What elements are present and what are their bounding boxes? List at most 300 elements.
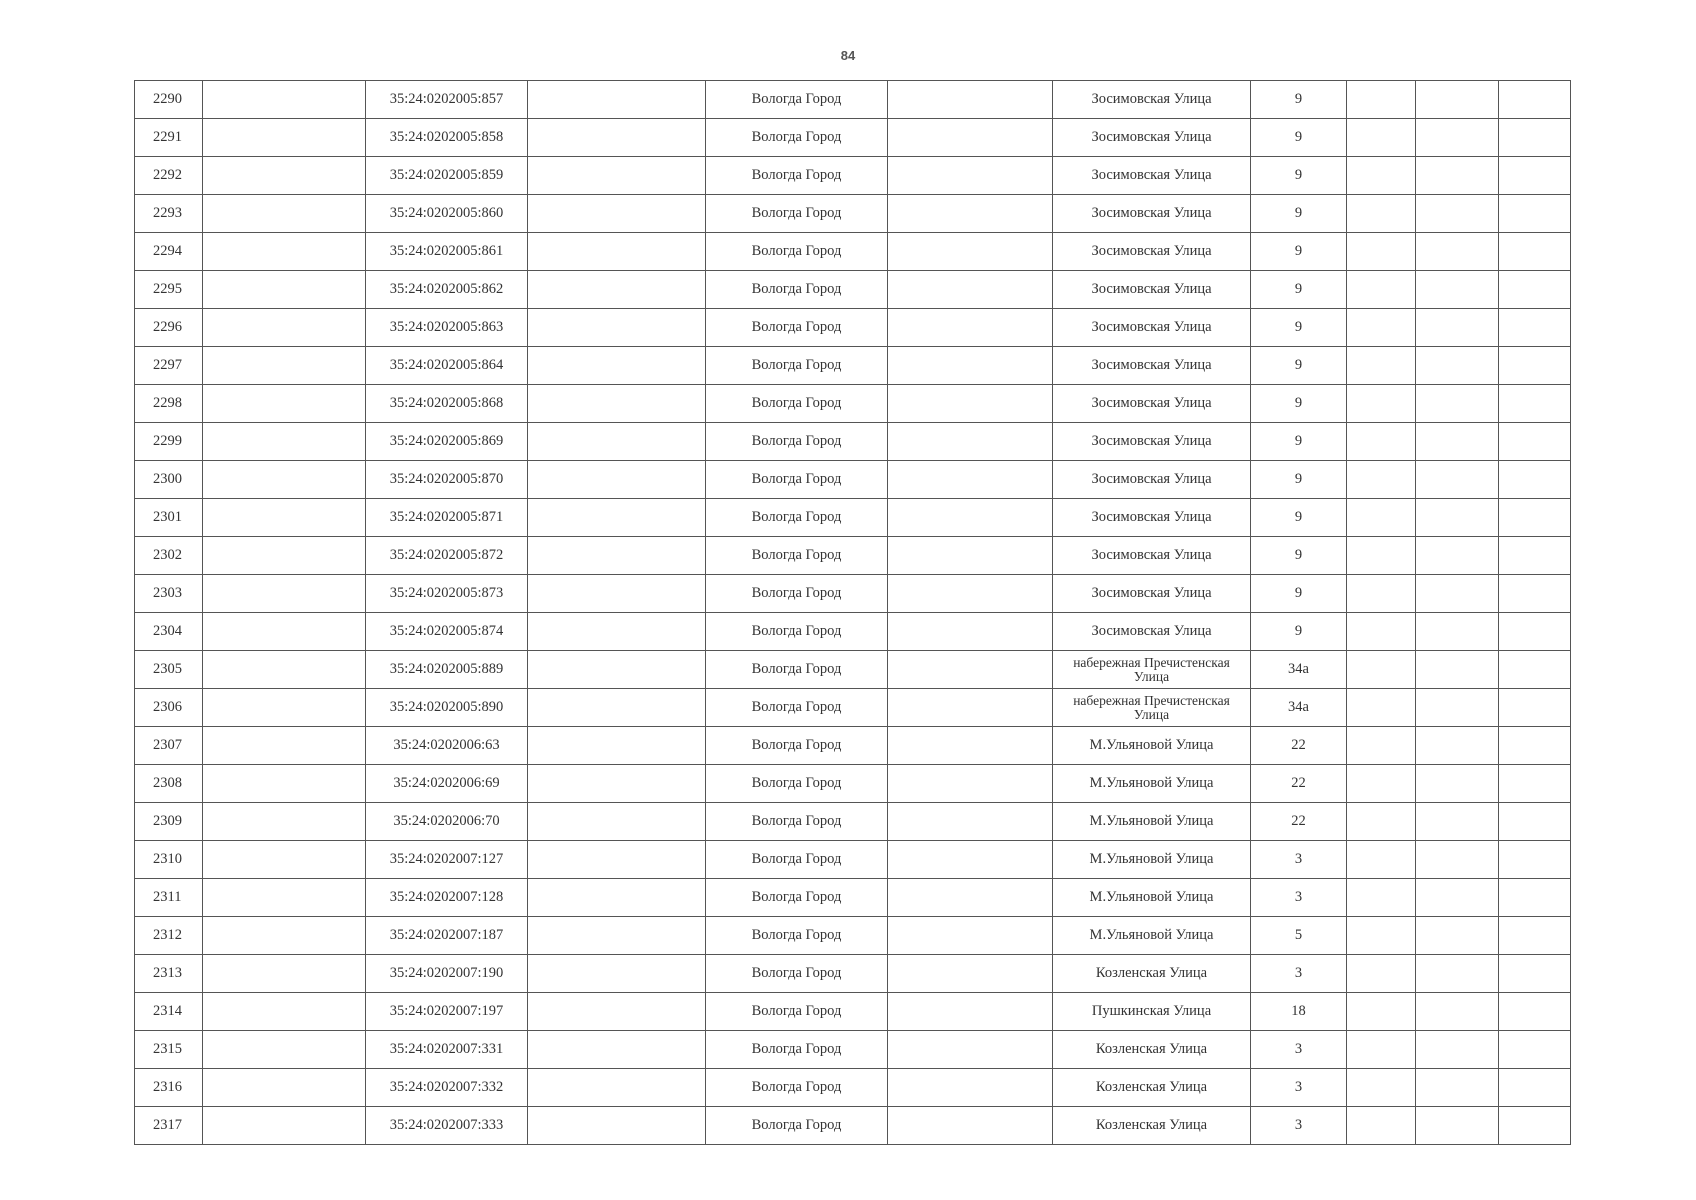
- empty-cell: [1499, 195, 1571, 233]
- city-cell: Вологда Город: [706, 499, 888, 537]
- empty-cell: [1347, 879, 1416, 917]
- house-number-cell: 3: [1251, 879, 1347, 917]
- cadastral-number-cell: 35:24:0202007:331: [366, 1031, 528, 1069]
- table-row: [135, 727, 1571, 765]
- street-cell: Козленская Улица: [1053, 1069, 1251, 1107]
- cadastral-number-cell: 35:24:0202007:187: [366, 917, 528, 955]
- street-cell: М.Ульяновой Улица: [1053, 727, 1251, 765]
- street-cell: Зосимовская Улица: [1053, 271, 1251, 309]
- table-row: [135, 1069, 1571, 1107]
- empty-cell: [888, 537, 1053, 575]
- empty-cell: [888, 1069, 1053, 1107]
- empty-cell: [203, 575, 366, 613]
- city-cell: Вологда Город: [706, 1107, 888, 1145]
- city-cell: Вологда Город: [706, 993, 888, 1031]
- house-number-cell: 9: [1251, 233, 1347, 271]
- empty-cell: [1347, 195, 1416, 233]
- empty-cell: [888, 233, 1053, 271]
- row-number-cell: 2316: [135, 1069, 203, 1107]
- city-cell: Вологда Город: [706, 727, 888, 765]
- table-row: [135, 423, 1571, 461]
- city-cell: Вологда Город: [706, 803, 888, 841]
- empty-cell: [1347, 347, 1416, 385]
- empty-cell: [1416, 461, 1499, 499]
- house-number-cell: 9: [1251, 499, 1347, 537]
- cadastral-number-cell: 35:24:0202006:69: [366, 765, 528, 803]
- empty-cell: [1499, 233, 1571, 271]
- empty-cell: [203, 803, 366, 841]
- empty-cell: [1499, 119, 1571, 157]
- city-cell: Вологда Город: [706, 879, 888, 917]
- empty-cell: [1499, 309, 1571, 347]
- row-number-cell: 2312: [135, 917, 203, 955]
- empty-cell: [203, 499, 366, 537]
- table-row: [135, 765, 1571, 803]
- table-row: [135, 1107, 1571, 1145]
- empty-cell: [1416, 955, 1499, 993]
- empty-cell: [1416, 993, 1499, 1031]
- empty-cell: [1416, 81, 1499, 119]
- house-number-cell: 9: [1251, 271, 1347, 309]
- house-number-cell: 9: [1251, 195, 1347, 233]
- house-number-cell: 9: [1251, 385, 1347, 423]
- street-cell: Зосимовская Улица: [1053, 385, 1251, 423]
- empty-cell: [203, 613, 366, 651]
- house-number-cell: 9: [1251, 347, 1347, 385]
- empty-cell: [1499, 689, 1571, 727]
- street-cell: Зосимовская Улица: [1053, 575, 1251, 613]
- empty-cell: [528, 689, 706, 727]
- house-number-cell: 5: [1251, 917, 1347, 955]
- house-number-cell: 9: [1251, 537, 1347, 575]
- empty-cell: [1499, 385, 1571, 423]
- empty-cell: [1416, 537, 1499, 575]
- table-row: [135, 233, 1571, 271]
- city-cell: Вологда Город: [706, 917, 888, 955]
- empty-cell: [1499, 575, 1571, 613]
- cadastral-number-cell: 35:24:0202005:858: [366, 119, 528, 157]
- cadastral-number-cell: 35:24:0202005:873: [366, 575, 528, 613]
- table-row: [135, 841, 1571, 879]
- empty-cell: [528, 1031, 706, 1069]
- empty-cell: [528, 537, 706, 575]
- empty-cell: [1499, 81, 1571, 119]
- empty-cell: [888, 1031, 1053, 1069]
- empty-cell: [528, 195, 706, 233]
- empty-cell: [1347, 917, 1416, 955]
- empty-cell: [1416, 499, 1499, 537]
- registry-table: [134, 80, 1571, 1145]
- empty-cell: [203, 727, 366, 765]
- cadastral-number-cell: 35:24:0202005:889: [366, 651, 528, 689]
- empty-cell: [528, 727, 706, 765]
- empty-cell: [1347, 955, 1416, 993]
- cadastral-number-cell: 35:24:0202007:333: [366, 1107, 528, 1145]
- cadastral-number-cell: 35:24:0202005:868: [366, 385, 528, 423]
- street-cell: М.Ульяновой Улица: [1053, 803, 1251, 841]
- empty-cell: [203, 537, 366, 575]
- empty-cell: [1347, 1031, 1416, 1069]
- empty-cell: [203, 385, 366, 423]
- table-row: [135, 461, 1571, 499]
- table-row: [135, 385, 1571, 423]
- empty-cell: [1416, 233, 1499, 271]
- empty-cell: [203, 841, 366, 879]
- empty-cell: [888, 195, 1053, 233]
- empty-cell: [203, 651, 366, 689]
- cadastral-number-cell: 35:24:0202007:332: [366, 1069, 528, 1107]
- empty-cell: [203, 81, 366, 119]
- empty-cell: [888, 993, 1053, 1031]
- cadastral-number-cell: 35:24:0202005:863: [366, 309, 528, 347]
- empty-cell: [1499, 499, 1571, 537]
- empty-cell: [1499, 841, 1571, 879]
- empty-cell: [888, 157, 1053, 195]
- empty-cell: [888, 81, 1053, 119]
- empty-cell: [888, 727, 1053, 765]
- street-cell: Зосимовская Улица: [1053, 423, 1251, 461]
- cadastral-number-cell: 35:24:0202006:70: [366, 803, 528, 841]
- empty-cell: [1347, 461, 1416, 499]
- house-number-cell: 18: [1251, 993, 1347, 1031]
- empty-cell: [1347, 689, 1416, 727]
- empty-cell: [528, 119, 706, 157]
- row-number-cell: 2299: [135, 423, 203, 461]
- empty-cell: [203, 347, 366, 385]
- empty-cell: [203, 309, 366, 347]
- city-cell: Вологда Город: [706, 1031, 888, 1069]
- row-number-cell: 2296: [135, 309, 203, 347]
- row-number-cell: 2315: [135, 1031, 203, 1069]
- house-number-cell: 34а: [1251, 651, 1347, 689]
- street-cell: М.Ульяновой Улица: [1053, 841, 1251, 879]
- row-number-cell: 2302: [135, 537, 203, 575]
- empty-cell: [203, 461, 366, 499]
- row-number-cell: 2309: [135, 803, 203, 841]
- cadastral-number-cell: 35:24:0202005:864: [366, 347, 528, 385]
- cadastral-number-cell: 35:24:0202005:859: [366, 157, 528, 195]
- empty-cell: [203, 1031, 366, 1069]
- empty-cell: [1347, 157, 1416, 195]
- empty-cell: [203, 1069, 366, 1107]
- empty-cell: [1499, 613, 1571, 651]
- cadastral-number-cell: 35:24:0202005:870: [366, 461, 528, 499]
- empty-cell: [1416, 879, 1499, 917]
- street-cell: Зосимовская Улица: [1053, 347, 1251, 385]
- city-cell: Вологда Город: [706, 461, 888, 499]
- cadastral-number-cell: 35:24:0202007:127: [366, 841, 528, 879]
- cadastral-number-cell: 35:24:0202005:861: [366, 233, 528, 271]
- table-row: [135, 1031, 1571, 1069]
- row-number-cell: 2310: [135, 841, 203, 879]
- empty-cell: [1416, 1031, 1499, 1069]
- house-number-cell: 3: [1251, 1069, 1347, 1107]
- cadastral-number-cell: 35:24:0202007:128: [366, 879, 528, 917]
- house-number-cell: 34а: [1251, 689, 1347, 727]
- empty-cell: [1416, 613, 1499, 651]
- empty-cell: [888, 803, 1053, 841]
- city-cell: Вологда Город: [706, 385, 888, 423]
- empty-cell: [1416, 347, 1499, 385]
- empty-cell: [1416, 385, 1499, 423]
- empty-cell: [203, 689, 366, 727]
- empty-cell: [528, 1107, 706, 1145]
- empty-cell: [528, 385, 706, 423]
- street-cell: М.Ульяновой Улица: [1053, 765, 1251, 803]
- empty-cell: [1499, 993, 1571, 1031]
- row-number-cell: 2308: [135, 765, 203, 803]
- cadastral-number-cell: 35:24:0202005:860: [366, 195, 528, 233]
- table-row: [135, 651, 1571, 689]
- empty-cell: [1347, 499, 1416, 537]
- empty-cell: [1347, 423, 1416, 461]
- cadastral-number-cell: 35:24:0202005:857: [366, 81, 528, 119]
- empty-cell: [1347, 1107, 1416, 1145]
- city-cell: Вологда Город: [706, 689, 888, 727]
- empty-cell: [888, 613, 1053, 651]
- empty-cell: [528, 765, 706, 803]
- empty-cell: [1347, 613, 1416, 651]
- table-row: [135, 537, 1571, 575]
- empty-cell: [888, 385, 1053, 423]
- empty-cell: [888, 1107, 1053, 1145]
- street-cell: Зосимовская Улица: [1053, 81, 1251, 119]
- empty-cell: [1416, 119, 1499, 157]
- street-cell: Козленская Улица: [1053, 955, 1251, 993]
- empty-cell: [888, 309, 1053, 347]
- street-cell: Зосимовская Улица: [1053, 233, 1251, 271]
- street-cell: Пушкинская Улица: [1053, 993, 1251, 1031]
- empty-cell: [1347, 1069, 1416, 1107]
- row-number-cell: 2298: [135, 385, 203, 423]
- empty-cell: [1416, 689, 1499, 727]
- row-number-cell: 2297: [135, 347, 203, 385]
- empty-cell: [1347, 651, 1416, 689]
- city-cell: Вологда Город: [706, 81, 888, 119]
- table-row: [135, 195, 1571, 233]
- cadastral-number-cell: 35:24:0202005:872: [366, 537, 528, 575]
- empty-cell: [888, 689, 1053, 727]
- empty-cell: [528, 309, 706, 347]
- city-cell: Вологда Город: [706, 309, 888, 347]
- row-number-cell: 2311: [135, 879, 203, 917]
- empty-cell: [1416, 157, 1499, 195]
- street-cell: набережная Пречистенская Улица: [1053, 651, 1251, 689]
- table-row: [135, 955, 1571, 993]
- city-cell: Вологда Город: [706, 157, 888, 195]
- empty-cell: [528, 81, 706, 119]
- empty-cell: [1347, 537, 1416, 575]
- empty-cell: [528, 955, 706, 993]
- empty-cell: [1499, 537, 1571, 575]
- empty-cell: [888, 347, 1053, 385]
- house-number-cell: 9: [1251, 461, 1347, 499]
- table-row: [135, 993, 1571, 1031]
- empty-cell: [528, 803, 706, 841]
- empty-cell: [528, 651, 706, 689]
- row-number-cell: 2293: [135, 195, 203, 233]
- street-cell: М.Ульяновой Улица: [1053, 879, 1251, 917]
- house-number-cell: 9: [1251, 81, 1347, 119]
- street-cell: Зосимовская Улица: [1053, 499, 1251, 537]
- row-number-cell: 2313: [135, 955, 203, 993]
- empty-cell: [1416, 575, 1499, 613]
- empty-cell: [1499, 955, 1571, 993]
- row-number-cell: 2305: [135, 651, 203, 689]
- street-cell: Зосимовская Улица: [1053, 195, 1251, 233]
- empty-cell: [203, 271, 366, 309]
- empty-cell: [1416, 917, 1499, 955]
- empty-cell: [203, 993, 366, 1031]
- empty-cell: [1416, 423, 1499, 461]
- house-number-cell: 22: [1251, 765, 1347, 803]
- empty-cell: [528, 347, 706, 385]
- empty-cell: [1416, 765, 1499, 803]
- empty-cell: [1416, 803, 1499, 841]
- empty-cell: [528, 575, 706, 613]
- row-number-cell: 2301: [135, 499, 203, 537]
- cadastral-number-cell: 35:24:0202005:862: [366, 271, 528, 309]
- empty-cell: [888, 955, 1053, 993]
- house-number-cell: 9: [1251, 309, 1347, 347]
- city-cell: Вологда Город: [706, 233, 888, 271]
- empty-cell: [1416, 841, 1499, 879]
- empty-cell: [528, 613, 706, 651]
- row-number-cell: 2307: [135, 727, 203, 765]
- empty-cell: [888, 917, 1053, 955]
- empty-cell: [1347, 841, 1416, 879]
- house-number-cell: 9: [1251, 575, 1347, 613]
- empty-cell: [1416, 271, 1499, 309]
- table-row: [135, 347, 1571, 385]
- page-number: 84: [840, 48, 856, 63]
- city-cell: Вологда Город: [706, 955, 888, 993]
- empty-cell: [1347, 81, 1416, 119]
- empty-cell: [888, 499, 1053, 537]
- empty-cell: [1416, 727, 1499, 765]
- house-number-cell: 9: [1251, 423, 1347, 461]
- house-number-cell: 9: [1251, 613, 1347, 651]
- street-cell: Зосимовская Улица: [1053, 119, 1251, 157]
- empty-cell: [1499, 1069, 1571, 1107]
- street-cell: Зосимовская Улица: [1053, 537, 1251, 575]
- row-number-cell: 2306: [135, 689, 203, 727]
- empty-cell: [528, 499, 706, 537]
- city-cell: Вологда Город: [706, 651, 888, 689]
- empty-cell: [1347, 233, 1416, 271]
- row-number-cell: 2303: [135, 575, 203, 613]
- row-number-cell: 2317: [135, 1107, 203, 1145]
- row-number-cell: 2290: [135, 81, 203, 119]
- house-number-cell: 3: [1251, 841, 1347, 879]
- street-cell: Зосимовская Улица: [1053, 157, 1251, 195]
- table-row: [135, 499, 1571, 537]
- empty-cell: [888, 119, 1053, 157]
- row-number-cell: 2300: [135, 461, 203, 499]
- row-number-cell: 2304: [135, 613, 203, 651]
- empty-cell: [1347, 727, 1416, 765]
- city-cell: Вологда Город: [706, 765, 888, 803]
- city-cell: Вологда Город: [706, 423, 888, 461]
- empty-cell: [1499, 423, 1571, 461]
- table-row: [135, 917, 1571, 955]
- empty-cell: [1499, 917, 1571, 955]
- empty-cell: [203, 1107, 366, 1145]
- empty-cell: [888, 651, 1053, 689]
- table-row: [135, 157, 1571, 195]
- empty-cell: [1347, 119, 1416, 157]
- cadastral-number-cell: 35:24:0202007:190: [366, 955, 528, 993]
- street-cell: Зосимовская Улица: [1053, 309, 1251, 347]
- empty-cell: [1499, 157, 1571, 195]
- table-row: [135, 119, 1571, 157]
- empty-cell: [1416, 1069, 1499, 1107]
- street-cell: набережная Пречистенская Улица: [1053, 689, 1251, 727]
- table-body: [135, 81, 1571, 1145]
- cadastral-number-cell: 35:24:0202005:871: [366, 499, 528, 537]
- street-cell: Козленская Улица: [1053, 1107, 1251, 1145]
- empty-cell: [1499, 765, 1571, 803]
- empty-cell: [1499, 1031, 1571, 1069]
- table-row: [135, 879, 1571, 917]
- empty-cell: [1416, 195, 1499, 233]
- house-number-cell: 9: [1251, 157, 1347, 195]
- city-cell: Вологда Город: [706, 347, 888, 385]
- city-cell: Вологда Город: [706, 119, 888, 157]
- empty-cell: [1347, 765, 1416, 803]
- empty-cell: [203, 955, 366, 993]
- city-cell: Вологда Город: [706, 1069, 888, 1107]
- empty-cell: [203, 195, 366, 233]
- empty-cell: [1499, 727, 1571, 765]
- empty-cell: [528, 157, 706, 195]
- empty-cell: [203, 917, 366, 955]
- street-cell: Зосимовская Улица: [1053, 461, 1251, 499]
- cadastral-number-cell: 35:24:0202007:197: [366, 993, 528, 1031]
- city-cell: Вологда Город: [706, 575, 888, 613]
- row-number-cell: 2314: [135, 993, 203, 1031]
- empty-cell: [528, 879, 706, 917]
- cadastral-number-cell: 35:24:0202005:890: [366, 689, 528, 727]
- empty-cell: [528, 271, 706, 309]
- city-cell: Вологда Город: [706, 195, 888, 233]
- empty-cell: [888, 461, 1053, 499]
- empty-cell: [203, 233, 366, 271]
- empty-cell: [203, 879, 366, 917]
- house-number-cell: 22: [1251, 727, 1347, 765]
- empty-cell: [1499, 271, 1571, 309]
- table-row: [135, 81, 1571, 119]
- empty-cell: [528, 841, 706, 879]
- cadastral-number-cell: 35:24:0202005:869: [366, 423, 528, 461]
- empty-cell: [888, 423, 1053, 461]
- empty-cell: [203, 765, 366, 803]
- table-row: [135, 613, 1571, 651]
- empty-cell: [528, 917, 706, 955]
- empty-cell: [203, 423, 366, 461]
- empty-cell: [1347, 803, 1416, 841]
- table-row: [135, 803, 1571, 841]
- table-row: [135, 575, 1571, 613]
- house-number-cell: 22: [1251, 803, 1347, 841]
- empty-cell: [1347, 309, 1416, 347]
- empty-cell: [528, 233, 706, 271]
- house-number-cell: 3: [1251, 955, 1347, 993]
- empty-cell: [888, 575, 1053, 613]
- empty-cell: [1347, 271, 1416, 309]
- empty-cell: [888, 879, 1053, 917]
- empty-cell: [1499, 1107, 1571, 1145]
